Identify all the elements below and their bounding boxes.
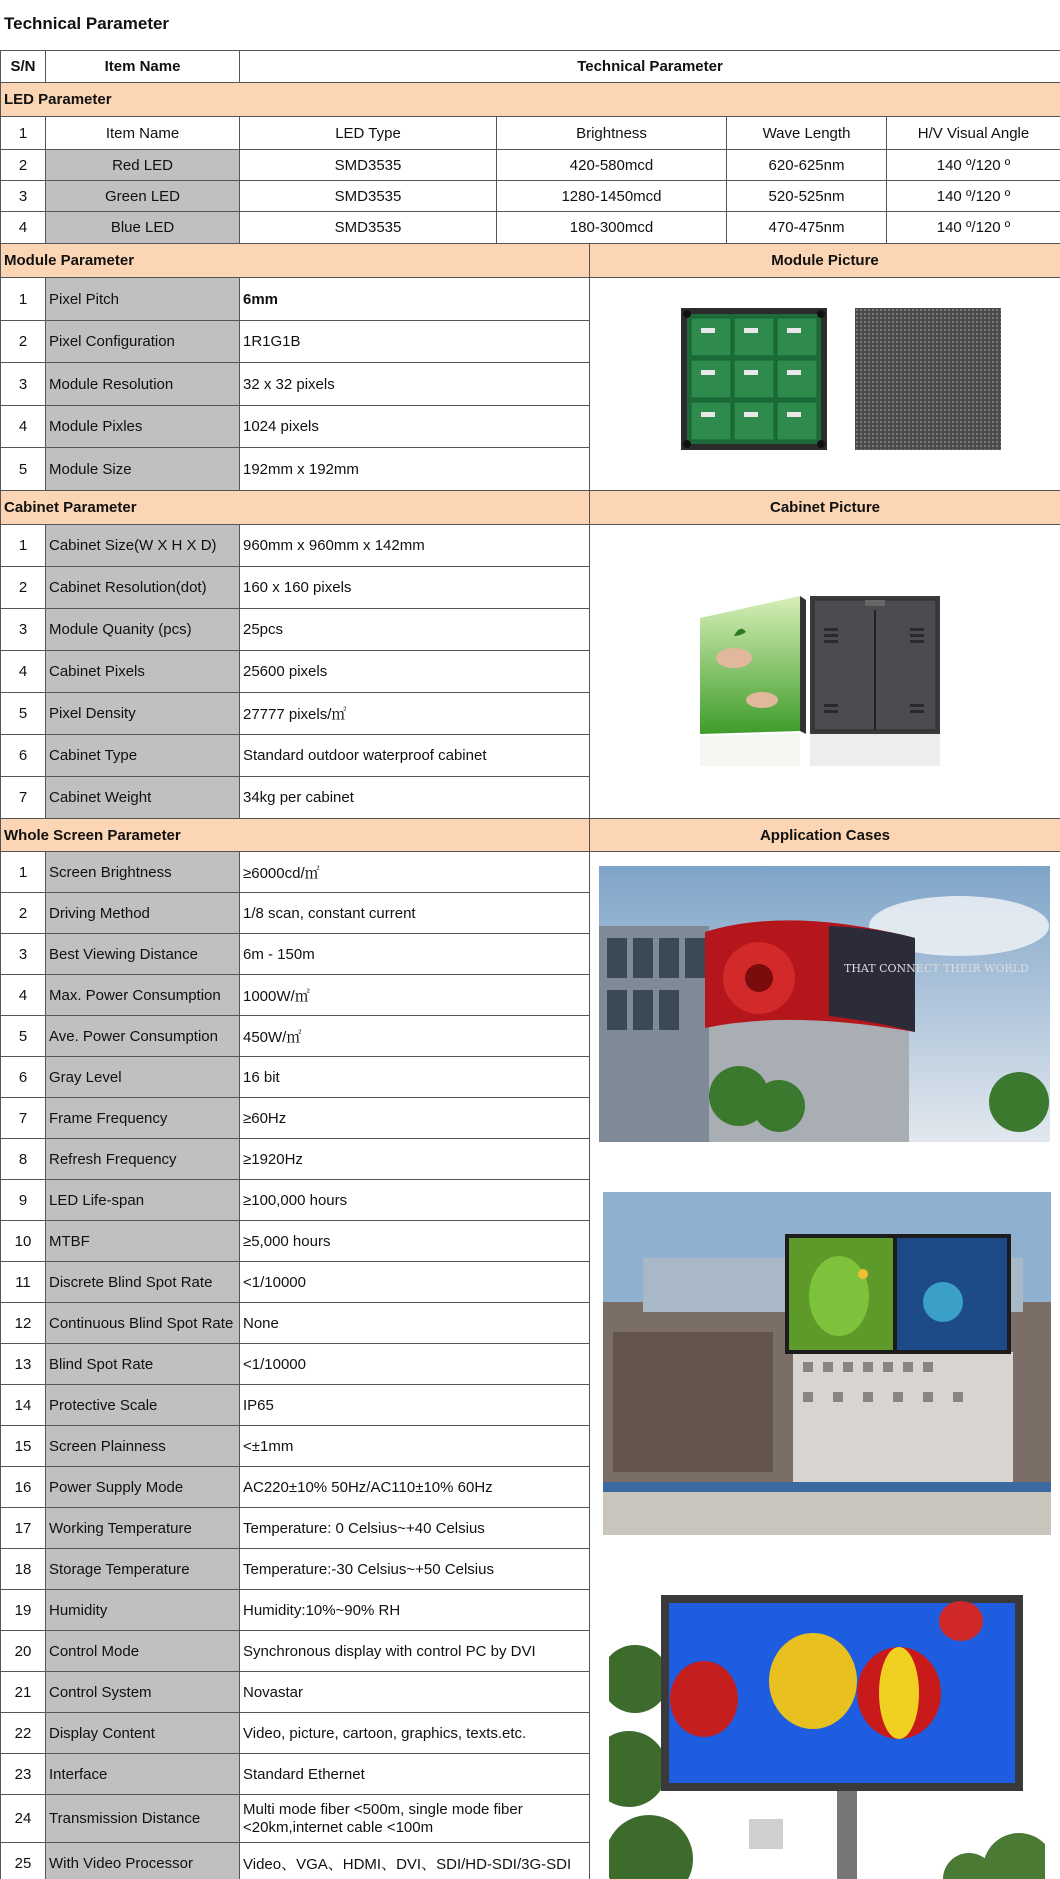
module-back-image <box>681 308 827 450</box>
table-row: 6 Gray Level 16 bit <box>1 1057 1060 1098</box>
application-case-billboard-image <box>609 1569 1045 1879</box>
table-row: 8 Refresh Frequency ≥1920Hz <box>1 1139 1060 1180</box>
table-row: 5 Pixel Density 27777 pixels/㎡ <box>1 693 1060 735</box>
table-row: 25 With Video Processor Video、VGA、HDMI、DVI、SDI/HD-SDI/3G-SDI <box>1 1843 1060 1879</box>
table-row: 12 Continuous Blind Spot Rate None <box>1 1303 1060 1344</box>
table-row: 9 LED Life-span ≥100,000 hours <box>1 1180 1060 1221</box>
table-row: 14 Protective Scale IP65 <box>1 1385 1060 1426</box>
billboard-text: THAT CONNECT THEIR WORLD <box>844 962 1029 975</box>
table-row: 17 Working Temperature Temperature: 0 Celsius~+40 Celsius <box>1 1508 1060 1549</box>
header-row <box>1 51 1060 83</box>
module-section-title: Module Parameter <box>1 244 590 278</box>
cabinet-picture-title: Cabinet Picture <box>590 491 1060 525</box>
header-technical-parameter: Technical Parameter <box>240 51 1060 83</box>
table-row: 7 Frame Frequency ≥60Hz <box>1 1098 1060 1139</box>
application-cases-title: Application Cases <box>590 819 1060 852</box>
table-row: 20 Control Mode Synchronous display with control PC by DVI <box>1 1631 1060 1672</box>
table-row: 3 Best Viewing Distance 6m - 150m <box>1 934 1060 975</box>
table-row: 19 Humidity Humidity:10%~90% RH <box>1 1590 1060 1631</box>
table-row: 4 Max. Power Consumption 1000W/㎡ <box>1 975 1060 1016</box>
table-row: 1 Cabinet Size(W X H X D) 960mm x 960mm x 142mm <box>1 525 1060 567</box>
table-row: 4 Module Pixles 1024 pixels <box>1 406 1060 448</box>
screen-section-title: Whole Screen Parameter <box>1 819 590 852</box>
table-row: 15 Screen Plainness <±1mm <box>1 1426 1060 1467</box>
table-row: 16 Power Supply Mode AC220±10% 50Hz/AC110±10% 60Hz <box>1 1467 1060 1508</box>
table-row: 11 Discrete Blind Spot Rate <1/10000 <box>1 1262 1060 1303</box>
table-row: 5 Ave. Power Consumption 450W/㎡ <box>1 1016 1060 1057</box>
application-case-curved-screen-image <box>599 866 1050 1142</box>
table-row: 3 Module Resolution 32 x 32 pixels <box>1 363 1060 406</box>
led-table <box>0 50 1060 244</box>
application-case-building-screen-image <box>603 1192 1051 1535</box>
table-row: 3 Green LED SMD3535 1280-1450mcd 520-525nm 140 º/120 º <box>1 181 1060 212</box>
table-row: 13 Blind Spot Rate <1/10000 <box>1 1344 1060 1385</box>
table-row: 22 Display Content Video, picture, cartoon, graphics, texts.etc. <box>1 1713 1060 1754</box>
table-row: 24 Transmission Distance Multi mode fiber <500m, single mode fiber <20km,internet cable <100m <box>1 1795 1060 1843</box>
cabinet-front-image <box>700 596 806 766</box>
table-row: 1 Pixel Pitch 6mm <box>1 278 1060 321</box>
module-picture-title: Module Picture <box>590 244 1060 278</box>
table-row: 18 Storage Temperature Temperature:-30 Celsius~+50 Celsius <box>1 1549 1060 1590</box>
table-row: 6 Cabinet Type Standard outdoor waterproof cabinet <box>1 735 1060 777</box>
table-row: 2 Cabinet Resolution(dot) 160 x 160 pixels <box>1 567 1060 609</box>
cabinet-back-image <box>810 596 940 766</box>
header-item-name: Item Name <box>46 51 240 83</box>
table-row: 21 Control System Novastar <box>1 1672 1060 1713</box>
table-row: 2 Pixel Configuration 1R1G1B <box>1 321 1060 363</box>
header-sn: S/N <box>1 51 46 83</box>
table-row: 2 Red LED SMD3535 420-580mcd 620-625nm 140 º/120 º <box>1 150 1060 181</box>
table-row: 4 Cabinet Pixels 25600 pixels <box>1 651 1060 693</box>
cabinet-section-title: Cabinet Parameter <box>1 491 590 525</box>
table-row: 4 Blue LED SMD3535 180-300mcd 470-475nm 140 º/120 º <box>1 212 1060 244</box>
table-row: 23 Interface Standard Ethernet <box>1 1754 1060 1795</box>
table-row: 2 Driving Method 1/8 scan, constant current <box>1 893 1060 934</box>
spec-sheet <box>0 50 1060 1879</box>
table-row: 10 MTBF ≥5,000 hours <box>1 1221 1060 1262</box>
table-row: 7 Cabinet Weight 34kg per cabinet <box>1 777 1060 819</box>
table-row: 3 Module Quanity (pcs) 25pcs <box>1 609 1060 651</box>
table-row: 5 Module Size 192mm x 192mm <box>1 448 1060 491</box>
page-title: Technical Parameter <box>4 14 170 33</box>
module-front-image <box>855 308 1001 450</box>
table-row: 1 Screen Brightness ≥6000cd/㎡ <box>1 852 1060 893</box>
table-row: 1 Item Name LED Type Brightness Wave Length H/V Visual Angle <box>1 117 1060 150</box>
led-section-title: LED Parameter <box>1 83 1060 117</box>
